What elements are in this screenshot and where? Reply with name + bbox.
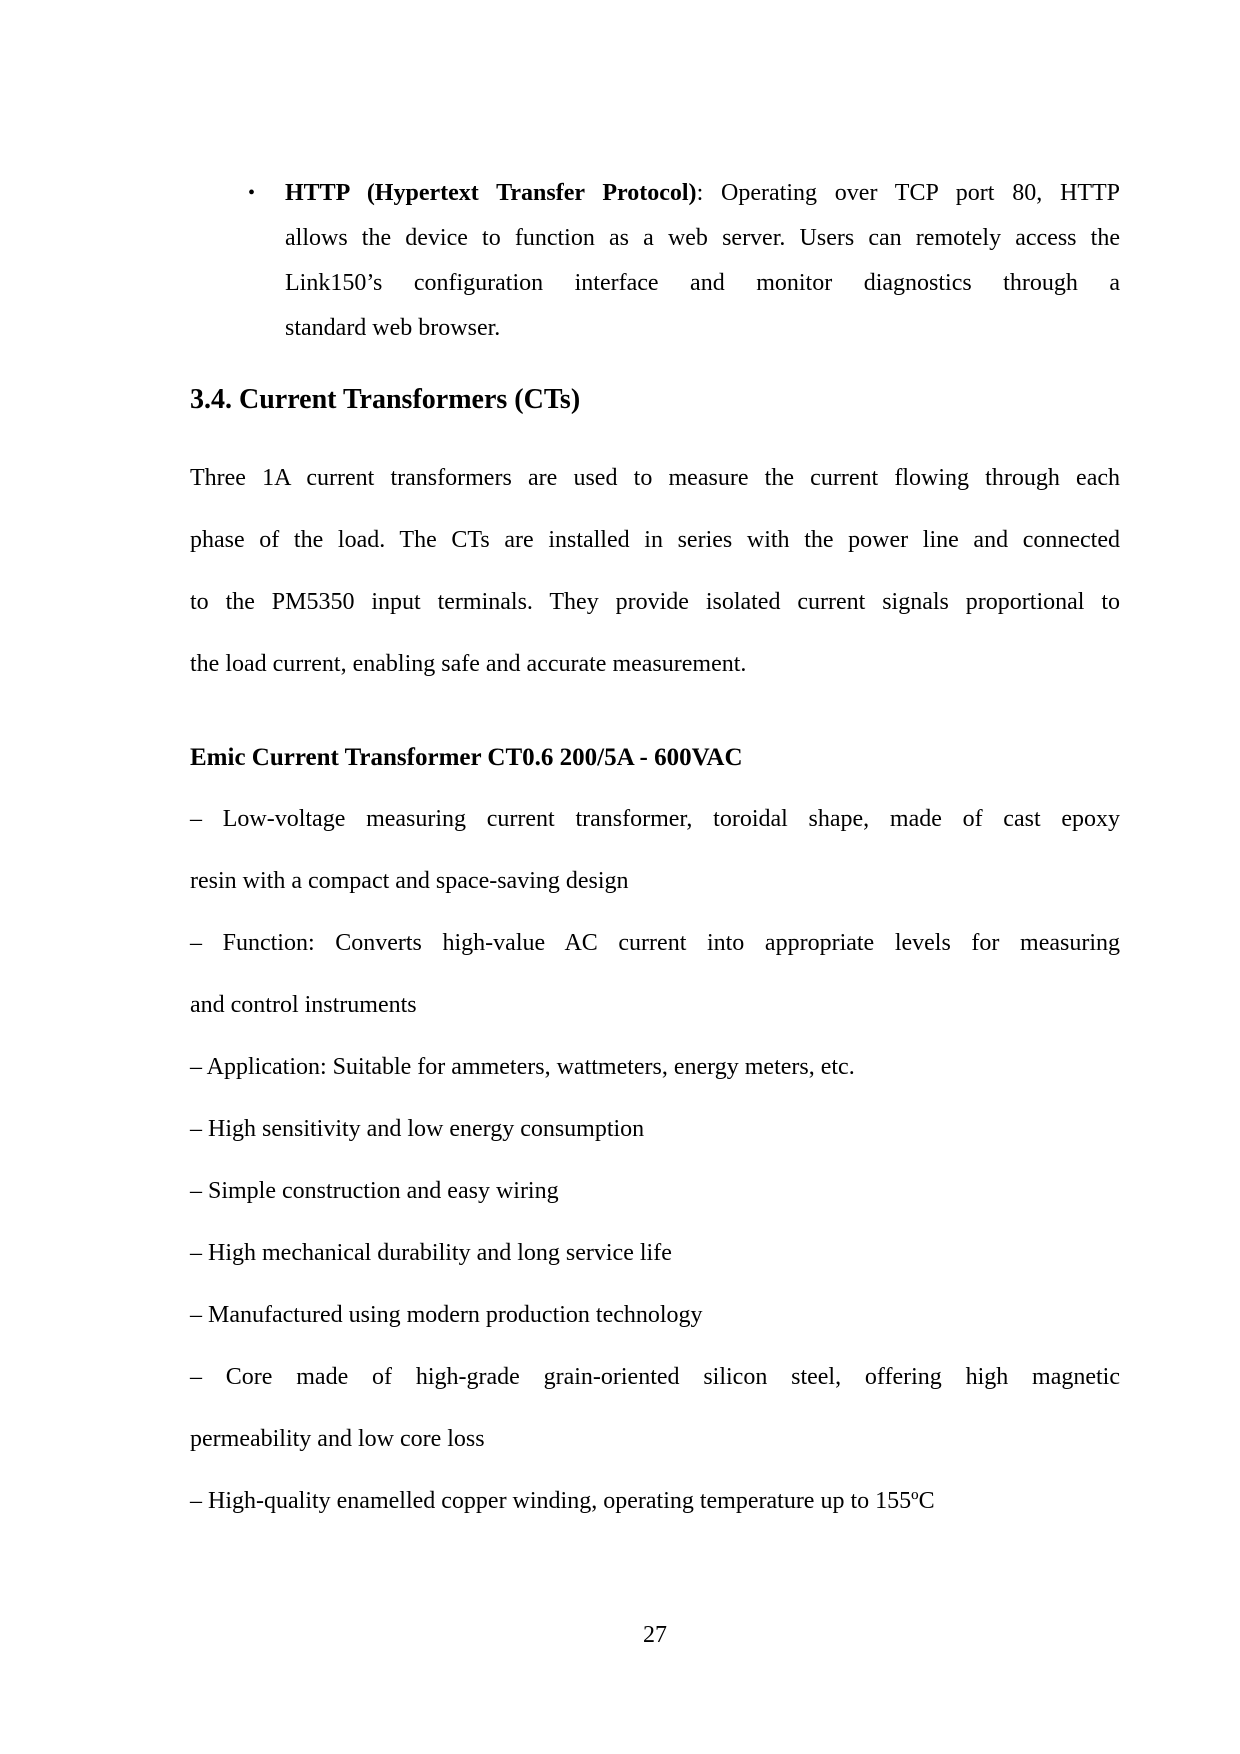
spec-line: – High-quality enamelled copper winding, operating temperature up to 155ºC xyxy=(190,1488,935,1514)
spec-line: – Simple construction and easy wiring xyxy=(190,1178,559,1204)
spec-line: permeability and low core loss xyxy=(190,1426,485,1452)
bullet-line xyxy=(285,171,1120,216)
bullet-marker-icon: • xyxy=(248,182,256,204)
spec-line: – Application: Suitable for ammeters, wattmeters, energy meters, etc. xyxy=(190,1054,855,1080)
bullet-line-rest: : Operating over TCP port 80, HTTP xyxy=(696,180,1120,206)
spec-line: – High mechanical durability and long service life xyxy=(190,1240,672,1266)
spec-line: and control instruments xyxy=(190,992,417,1018)
body-paragraph xyxy=(190,447,1120,695)
bullet-line: standard web browser. xyxy=(285,315,501,341)
spec-line: – Manufactured using modern production technology xyxy=(190,1302,703,1328)
page-number: 27 xyxy=(643,1622,667,1648)
bullet-bold-lead: HTTP (Hypertext Transfer Protocol) xyxy=(285,180,697,206)
spec-line: resin with a compact and space-saving design xyxy=(190,868,629,894)
bullet-list-item xyxy=(285,171,1120,351)
spec-line: – Core made of high-grade grain-oriented silicon steel, offering high magnetic xyxy=(190,1364,1120,1390)
spec-line: – Low-voltage measuring current transformer, toroidal shape, made of cast epoxy xyxy=(190,806,1120,832)
bullet-line: allows the device to function as a web server. Users can remotely access the xyxy=(285,225,1120,251)
paragraph-line: phase of the load. The CTs are installed in series with the power line and connected xyxy=(190,527,1120,553)
paragraph-line: Three 1A current transformers are used to measure the current flowing through each xyxy=(190,465,1120,491)
bullet-line: Link150’s configuration interface and monitor diagnostics through a xyxy=(285,270,1120,296)
product-subheading: Emic Current Transformer CT0.6 200/5A - 600VAC xyxy=(190,744,743,771)
paragraph-line: the load current, enabling safe and accurate measurement. xyxy=(190,651,747,677)
spec-line: – High sensitivity and low energy consumption xyxy=(190,1116,645,1142)
spec-line: – Function: Converts high-value AC current into appropriate levels for measuring xyxy=(190,930,1120,956)
spec-list xyxy=(190,788,1120,1532)
section-heading: 3.4. Current Transformers (CTs) xyxy=(190,384,581,415)
paragraph-line: to the PM5350 input terminals. They provide isolated current signals proportional to xyxy=(190,589,1120,615)
